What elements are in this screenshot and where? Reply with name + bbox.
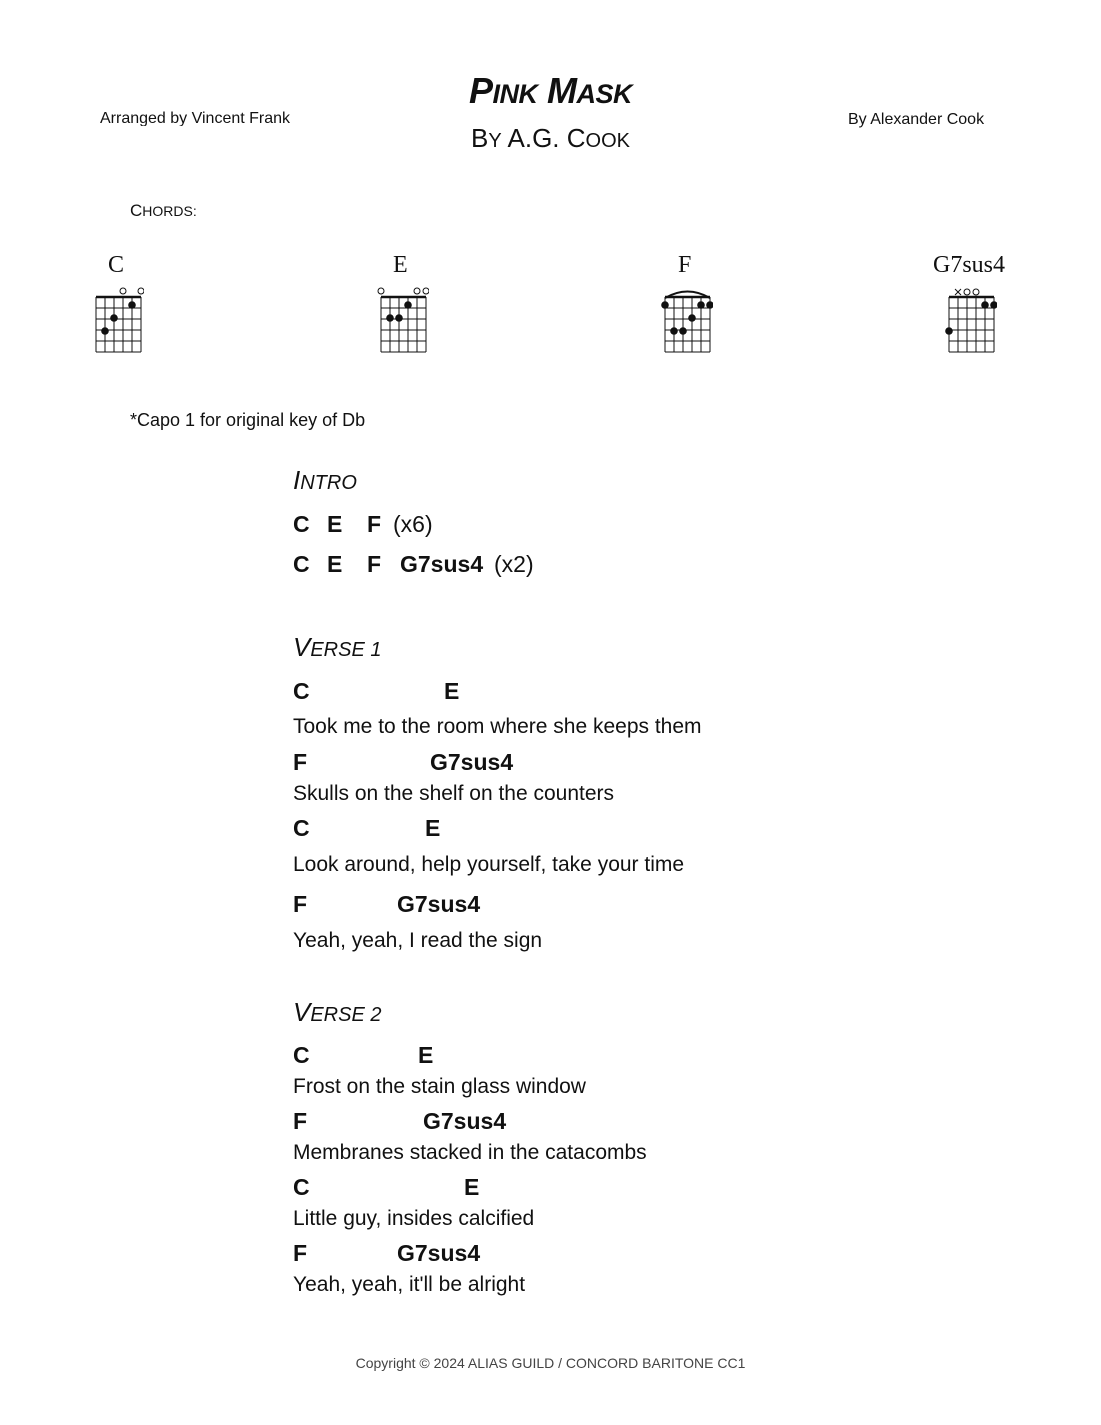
lyric-line: Took me to the room where she keeps them [293, 715, 702, 738]
verse2-chord-line [293, 1240, 593, 1270]
chord-symbol: F [367, 551, 382, 577]
lyric-line: Yeah, yeah, I read the sign [293, 929, 543, 952]
song-subtitle: BY A.G. COOK [471, 123, 630, 153]
composer-credit: By Alexander Cook [848, 111, 985, 128]
chord-symbol: C [293, 1174, 310, 1200]
section-heading-verse-1: VERSE 1 [293, 632, 382, 662]
lyric-line: Frost on the stain glass window [293, 1075, 586, 1098]
chord-symbol: G7sus4 [423, 1108, 507, 1134]
chord-symbol: E [327, 511, 343, 537]
lyric-line: Look around, help yourself, take your time [293, 853, 685, 876]
chord-g7sus4-diagram [945, 286, 997, 356]
chord-symbol: F [293, 1240, 308, 1266]
section-heading-verse-2: VERSE 2 [293, 997, 382, 1027]
chords-label: CHORDS: [130, 201, 197, 220]
section-heading-intro: INTRO [293, 465, 357, 495]
arranger-credit: Arranged by Vincent Frank [100, 110, 291, 126]
chord-name-c: C [108, 252, 125, 278]
chord-c-diagram [92, 286, 144, 356]
chord-e-diagram [377, 286, 429, 356]
verse2-chord-line [293, 1042, 593, 1072]
verse1-chord-line [293, 815, 593, 845]
chord-symbol: C [293, 1042, 310, 1068]
chord-symbol: E [418, 1042, 434, 1068]
chord-symbol: C [293, 815, 310, 841]
verse2-chord-line [293, 1108, 593, 1138]
lyric-line: Skulls on the shelf on the counters [293, 782, 615, 805]
song-title: PINK MASK [468, 70, 633, 111]
chord-symbol: F [293, 749, 308, 775]
lyric-line: Yeah, yeah, it'll be alright [293, 1273, 526, 1296]
chord-symbol: F [293, 891, 308, 917]
chord-symbol: E [444, 678, 460, 704]
chord-symbol: E [464, 1174, 480, 1200]
chord-symbol: F [367, 511, 382, 537]
verse2-chord-line [293, 1174, 593, 1204]
intro-chord-line-1 [293, 511, 593, 541]
chord-name-g7sus4: G7sus4 [933, 252, 1006, 278]
chord-name-e: E [393, 252, 408, 278]
copyright-footer: Copyright © 2024 ALIAS GUILD / CONCORD BARITONE CC1 [355, 1355, 746, 1371]
intro-chord-line-2 [293, 551, 593, 581]
chord-symbol: E [425, 815, 441, 841]
lyric-line: Little guy, insides calcified [293, 1207, 535, 1230]
chord-symbol: G7sus4 [397, 891, 481, 917]
verse1-chord-line [293, 749, 593, 779]
repeat-count: (x6) [393, 511, 433, 537]
capo-note: *Capo 1 for original key of Db [130, 410, 366, 430]
repeat-count: (x2) [494, 551, 534, 577]
verse1-chord-line [293, 678, 593, 708]
chord-symbol: G7sus4 [400, 551, 484, 577]
chord-symbol: C [293, 678, 310, 704]
chord-symbol: C [293, 551, 310, 577]
chord-symbol: E [327, 551, 343, 577]
chord-symbol: F [293, 1108, 308, 1134]
chord-symbol: C [293, 511, 310, 537]
chord-symbol: G7sus4 [397, 1240, 481, 1266]
chord-name-f: F [678, 252, 692, 278]
lyric-line: Membranes stacked in the catacombs [293, 1141, 647, 1164]
chord-symbol: G7sus4 [430, 749, 514, 775]
chord-f-diagram [661, 286, 713, 356]
verse1-chord-line [293, 891, 593, 921]
